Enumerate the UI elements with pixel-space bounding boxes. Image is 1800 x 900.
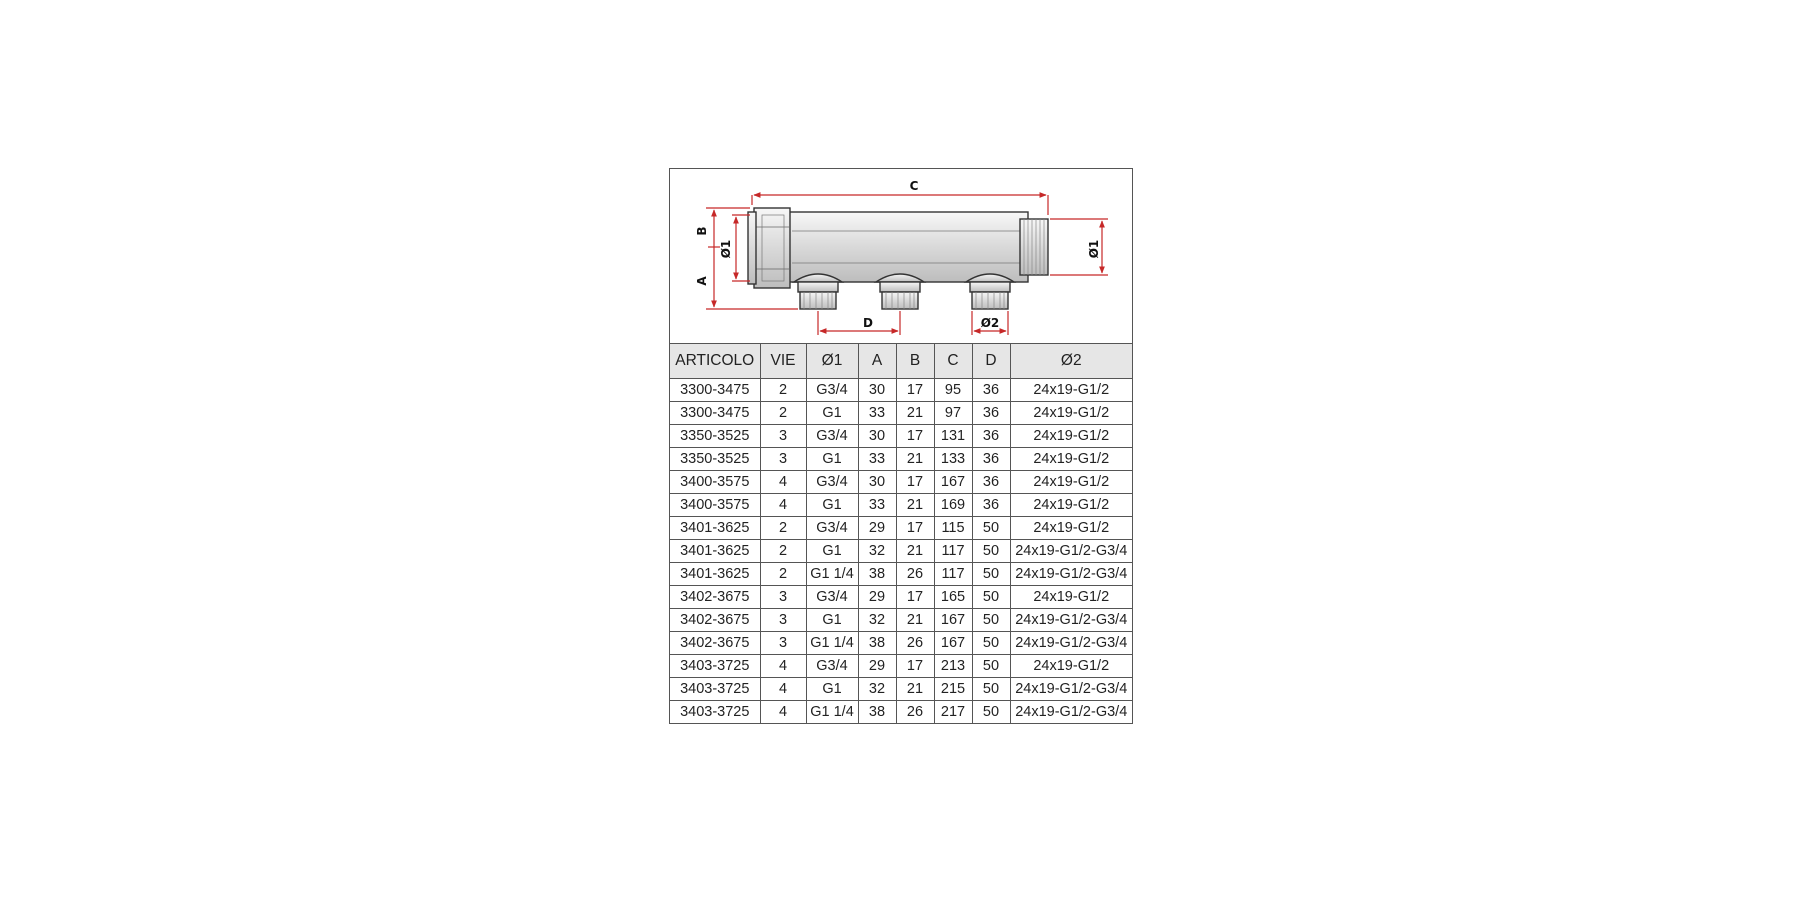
- col-header-d1: Ø1: [806, 344, 858, 379]
- table-cell: 24x19-G1/2: [1010, 655, 1132, 678]
- table-cell: 21: [896, 540, 934, 563]
- table-cell: 24x19-G1/2-G3/4: [1010, 632, 1132, 655]
- col-header-c: C: [934, 344, 972, 379]
- table-cell: 36: [972, 425, 1010, 448]
- table-cell: 17: [896, 517, 934, 540]
- table-cell: 115: [934, 517, 972, 540]
- table-cell: 169: [934, 494, 972, 517]
- outlet-port-3: [966, 274, 1014, 309]
- table-cell: 3403-3725: [670, 701, 760, 724]
- table-cell: 24x19-G1/2-G3/4: [1010, 563, 1132, 586]
- table-cell: 50: [972, 563, 1010, 586]
- table-cell: 50: [972, 655, 1010, 678]
- table-row: [670, 379, 1132, 402]
- col-header-vie: VIE: [760, 344, 806, 379]
- col-header-articolo: ARTICOLO: [670, 344, 760, 379]
- col-header-d: D: [972, 344, 1010, 379]
- table-cell: 21: [896, 448, 934, 471]
- dim-label-d: D: [863, 316, 873, 330]
- dim-label-c: C: [909, 179, 919, 193]
- dim-label-b: B: [695, 226, 709, 236]
- table-cell: G3/4: [806, 425, 858, 448]
- table-cell: 17: [896, 379, 934, 402]
- table-cell: 21: [896, 678, 934, 701]
- table-cell: G1: [806, 402, 858, 425]
- outlet-port-1: [794, 274, 842, 309]
- table-row: [670, 701, 1132, 724]
- table-cell: 217: [934, 701, 972, 724]
- table-cell: 50: [972, 701, 1010, 724]
- table-cell: G1 1/4: [806, 563, 858, 586]
- table-cell: 17: [896, 586, 934, 609]
- table-cell: G1 1/4: [806, 701, 858, 724]
- table-cell: 21: [896, 402, 934, 425]
- table-cell: G3/4: [806, 517, 858, 540]
- table-cell: 3403-3725: [670, 655, 760, 678]
- table-cell: 4: [760, 494, 806, 517]
- table-cell: 29: [858, 655, 896, 678]
- outlet-port-2: [876, 274, 924, 309]
- table-cell: 3: [760, 632, 806, 655]
- table-cell: 50: [972, 586, 1010, 609]
- table-cell: 33: [858, 448, 896, 471]
- table-cell: G1: [806, 494, 858, 517]
- spec-table: [670, 344, 1132, 723]
- table-cell: 133: [934, 448, 972, 471]
- table-cell: G3/4: [806, 379, 858, 402]
- table-cell: 2: [760, 540, 806, 563]
- table-cell: 167: [934, 471, 972, 494]
- table-row: [670, 563, 1132, 586]
- table-cell: 131: [934, 425, 972, 448]
- table-cell: 24x19-G1/2: [1010, 402, 1132, 425]
- table-cell: 21: [896, 494, 934, 517]
- table-cell: 3300-3475: [670, 402, 760, 425]
- table-cell: 32: [858, 678, 896, 701]
- col-header-a: A: [858, 344, 896, 379]
- table-cell: 36: [972, 379, 1010, 402]
- table-cell: 24x19-G1/2: [1010, 379, 1132, 402]
- table-cell: 3400-3575: [670, 494, 760, 517]
- table-cell: 24x19-G1/2: [1010, 494, 1132, 517]
- table-body: [670, 379, 1132, 724]
- table-cell: 3401-3625: [670, 563, 760, 586]
- table-row: [670, 448, 1132, 471]
- table-cell: 2: [760, 402, 806, 425]
- table-cell: 26: [896, 701, 934, 724]
- table-row: [670, 655, 1132, 678]
- table-cell: 17: [896, 655, 934, 678]
- table-cell: 26: [896, 563, 934, 586]
- table-cell: G1 1/4: [806, 632, 858, 655]
- table-cell: 3402-3675: [670, 609, 760, 632]
- table-cell: 24x19-G1/2: [1010, 586, 1132, 609]
- table-cell: 3402-3675: [670, 632, 760, 655]
- table-cell: 3350-3525: [670, 425, 760, 448]
- spec-sheet: [669, 168, 1133, 724]
- table-row: [670, 609, 1132, 632]
- table-cell: G3/4: [806, 655, 858, 678]
- table-cell: 117: [934, 563, 972, 586]
- table-cell: 3402-3675: [670, 586, 760, 609]
- table-cell: 36: [972, 494, 1010, 517]
- table-cell: G1: [806, 448, 858, 471]
- table-row: [670, 494, 1132, 517]
- dim-label-d2: Ø2: [980, 316, 1000, 330]
- table-cell: 36: [972, 448, 1010, 471]
- table-cell: 3401-3625: [670, 540, 760, 563]
- table-cell: 213: [934, 655, 972, 678]
- table-cell: 30: [858, 425, 896, 448]
- table-cell: 3: [760, 425, 806, 448]
- table-cell: 95: [934, 379, 972, 402]
- table-cell: 50: [972, 517, 1010, 540]
- table-cell: 30: [858, 471, 896, 494]
- table-cell: 167: [934, 609, 972, 632]
- table-cell: 24x19-G1/2: [1010, 425, 1132, 448]
- table-cell: 50: [972, 632, 1010, 655]
- table-cell: 29: [858, 586, 896, 609]
- table-cell: 2: [760, 563, 806, 586]
- dim-label-a: A: [695, 276, 709, 286]
- manifold-drawing: [670, 169, 1132, 344]
- table-cell: 21: [896, 609, 934, 632]
- table-cell: 29: [858, 517, 896, 540]
- table-cell: 50: [972, 540, 1010, 563]
- table-cell: 24x19-G1/2: [1010, 448, 1132, 471]
- manifold-diagram: [670, 169, 1132, 343]
- table-cell: G3/4: [806, 586, 858, 609]
- table-cell: 215: [934, 678, 972, 701]
- table-cell: 17: [896, 471, 934, 494]
- table-row: [670, 471, 1132, 494]
- table-cell: G1: [806, 678, 858, 701]
- table-cell: 3403-3725: [670, 678, 760, 701]
- table-cell: 24x19-G1/2-G3/4: [1010, 540, 1132, 563]
- table-cell: 3: [760, 586, 806, 609]
- col-header-b: B: [896, 344, 934, 379]
- table-cell: 4: [760, 701, 806, 724]
- table-cell: 24x19-G1/2-G3/4: [1010, 678, 1132, 701]
- table-row: [670, 678, 1132, 701]
- table-cell: 4: [760, 471, 806, 494]
- table-cell: 38: [858, 563, 896, 586]
- table-cell: 36: [972, 471, 1010, 494]
- table-cell: 3401-3625: [670, 517, 760, 540]
- table-cell: 26: [896, 632, 934, 655]
- table-row: [670, 517, 1132, 540]
- dim-label-d1-left: Ø1: [719, 239, 733, 259]
- table-cell: 50: [972, 609, 1010, 632]
- table-cell: G1: [806, 609, 858, 632]
- table-cell: G1: [806, 540, 858, 563]
- table-cell: 117: [934, 540, 972, 563]
- table-cell: 33: [858, 402, 896, 425]
- table-cell: 3400-3575: [670, 471, 760, 494]
- table-cell: 24x19-G1/2-G3/4: [1010, 701, 1132, 724]
- table-header-row: [670, 344, 1132, 379]
- table-cell: 165: [934, 586, 972, 609]
- table-cell: 3350-3525: [670, 448, 760, 471]
- table-row: [670, 586, 1132, 609]
- table-row: [670, 425, 1132, 448]
- table-cell: 32: [858, 540, 896, 563]
- table-cell: 17: [896, 425, 934, 448]
- table-cell: 2: [760, 379, 806, 402]
- table-row: [670, 632, 1132, 655]
- table-cell: 3300-3475: [670, 379, 760, 402]
- table-cell: 3: [760, 448, 806, 471]
- table-cell: 2: [760, 517, 806, 540]
- col-header-d2: Ø2: [1010, 344, 1132, 379]
- table-cell: 33: [858, 494, 896, 517]
- table-cell: 4: [760, 655, 806, 678]
- table-cell: G3/4: [806, 471, 858, 494]
- table-row: [670, 402, 1132, 425]
- table-cell: 24x19-G1/2: [1010, 471, 1132, 494]
- table-cell: 38: [858, 632, 896, 655]
- table-row: [670, 540, 1132, 563]
- table-cell: 38: [858, 701, 896, 724]
- table-cell: 36: [972, 402, 1010, 425]
- table-cell: 30: [858, 379, 896, 402]
- table-cell: 24x19-G1/2: [1010, 517, 1132, 540]
- table-cell: 50: [972, 678, 1010, 701]
- table-cell: 32: [858, 609, 896, 632]
- table-cell: 4: [760, 678, 806, 701]
- dim-label-d1-right: Ø1: [1087, 239, 1101, 259]
- table-cell: 167: [934, 632, 972, 655]
- table-cell: 24x19-G1/2-G3/4: [1010, 609, 1132, 632]
- table-cell: 97: [934, 402, 972, 425]
- table-cell: 3: [760, 609, 806, 632]
